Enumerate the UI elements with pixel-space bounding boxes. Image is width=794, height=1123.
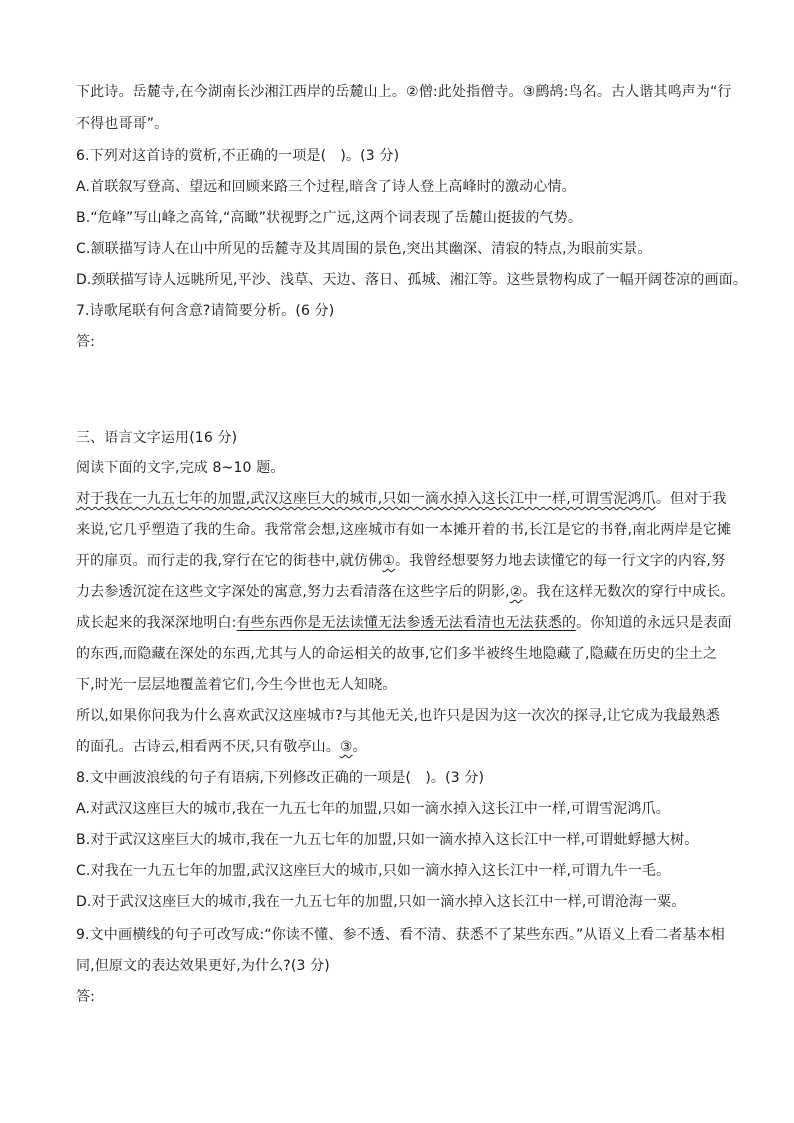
underlined-sentence: 有些东西你是无法读懂无法参透无法看清也无法获悉的	[236, 615, 577, 631]
wavy-underlined-sentence: 对于我在一九五七年的加盟,武汉这座巨大的城市,只如一滴水掉入这长江中一样,可谓雪泥鸿爪	[76, 491, 656, 507]
passage-text: 的面孔。古诗云,相看两不厌,只有敬亭山。	[76, 739, 340, 755]
blank-marker-1: ①	[382, 553, 396, 569]
passage-text: 力去参透沉淀在这些文字深处的寓意,努力去看清落在这些字后的阴影,	[76, 584, 510, 600]
footnote-line-2: 不得也哥哥”。	[76, 116, 169, 132]
section-3-heading: 三、语言文字运用(16 分)	[76, 430, 238, 446]
passage-text: 。你知道的永远只是表面	[576, 615, 732, 631]
passage-text: 。我在这样无数次的穿行中成长。	[522, 584, 735, 600]
question-8-option-b: B.对于武汉这座巨大的城市,我在一九五七年的加盟,只如一滴水掉入这长江中一样,可谓蚍蜉撼大树。	[76, 832, 699, 848]
passage-line-5	[76, 613, 732, 633]
question-8-option-d: D.对于武汉这座巨大的城市,我在一九五七年的加盟,只如一滴水掉入这长江中一样,可谓沧海一粟。	[76, 894, 686, 910]
passage-line-7: 下,时光一层层地覆盖着它们,今生今世也无人知晓。	[76, 677, 397, 693]
question-6-option-a: A.首联叙写登高、望远和回顾来路三个过程,暗含了诗人登上高峰时的激动心情。	[76, 179, 576, 195]
blank-marker-3: ③	[339, 739, 353, 755]
passage-line-4	[76, 582, 735, 602]
passage-text: 成长起来的我深深地明白:	[76, 615, 237, 631]
blank-marker-2: ②	[509, 584, 523, 600]
passage-line-8: 所以,如果你问我为什么喜欢武汉这座城市?与其他无关,也许只是因为这一次次的探寻,让它成为我最熟悉	[76, 708, 720, 724]
passage-text: 。我曾经想要努力地去读懂它的每一行文字的内容,努	[395, 553, 726, 569]
passage-text: 开的扉页。而行走的我,穿行在它的街巷中,就仿佛	[76, 553, 383, 569]
question-6: 6.下列对这首诗的赏析,不正确的一项是( )。(3 分)	[76, 148, 400, 164]
passage-line-6: 的东西,而隐藏在深处的东西,尤其与人的命运相关的故事,它们多半被终生地隐藏了,隐藏在历史的尘土之	[76, 646, 717, 662]
passage-intro: 阅读下面的文字,完成 8~10 题。	[76, 460, 285, 476]
question-7: 7.诗歌尾联有何含意?请简要分析。(6 分)	[76, 303, 335, 319]
answer-label-1: 答:	[76, 334, 96, 350]
question-9-line-2: 同,但原文的表达效果更好,为什么?(3 分)	[76, 958, 330, 974]
passage-text: 。	[352, 739, 367, 755]
answer-label-2: 答:	[76, 989, 96, 1005]
question-6-option-c: C.颔联描写诗人在山中所见的岳麓寺及其周围的景色,突出其幽深、清寂的特点,为眼前实景。	[76, 241, 652, 257]
footnote-line-1: 下此诗。岳麓寺,在今湖南长沙湘江西岸的岳麓山上。②僧:此处指僧寺。③鹧鸪:鸟名。古人谐其鸣声为“行	[76, 84, 732, 100]
question-8-option-a: A.对武汉这座巨大的城市,我在一九五七年的加盟,只如一滴水掉入这长江中一样,可谓雪泥鸿爪。	[76, 801, 670, 817]
question-6-option-b: B.“危峰”写山峰之高耸,“高瞰”状视野之广远,这两个词表现了岳麓山挺拔的气势。	[76, 210, 582, 226]
passage-line-3	[76, 551, 725, 571]
question-9-line-1: 9.文中画横线的句子可改写成:“你读不懂、参不透、看不清、获悉不了某些东西。”从语义上看二者基本相	[76, 927, 725, 943]
question-8: 8.文中画波浪线的句子有语病,下列修改正确的一项是( )。(3 分)	[76, 770, 485, 786]
passage-line-2: 来说,它几乎塑造了我的生命。我常常会想,这座城市有如一本摊开着的书,长江是它的书脊,南北两岸是它摊	[76, 522, 732, 538]
passage-text: 。但对于我	[655, 491, 727, 507]
question-8-option-c: C.对我在一九五七年的加盟,武汉这座巨大的城市,只如一滴水掉入这长江中一样,可谓九牛一毛。	[76, 863, 671, 879]
question-6-option-d: D.颈联描写诗人远眺所见,平沙、浅草、天边、落日、孤城、湘江等。这些景物构成了一幅开阔苍凉的画面。	[76, 272, 748, 288]
passage-line-9	[76, 737, 367, 757]
passage-line-1	[76, 489, 727, 509]
